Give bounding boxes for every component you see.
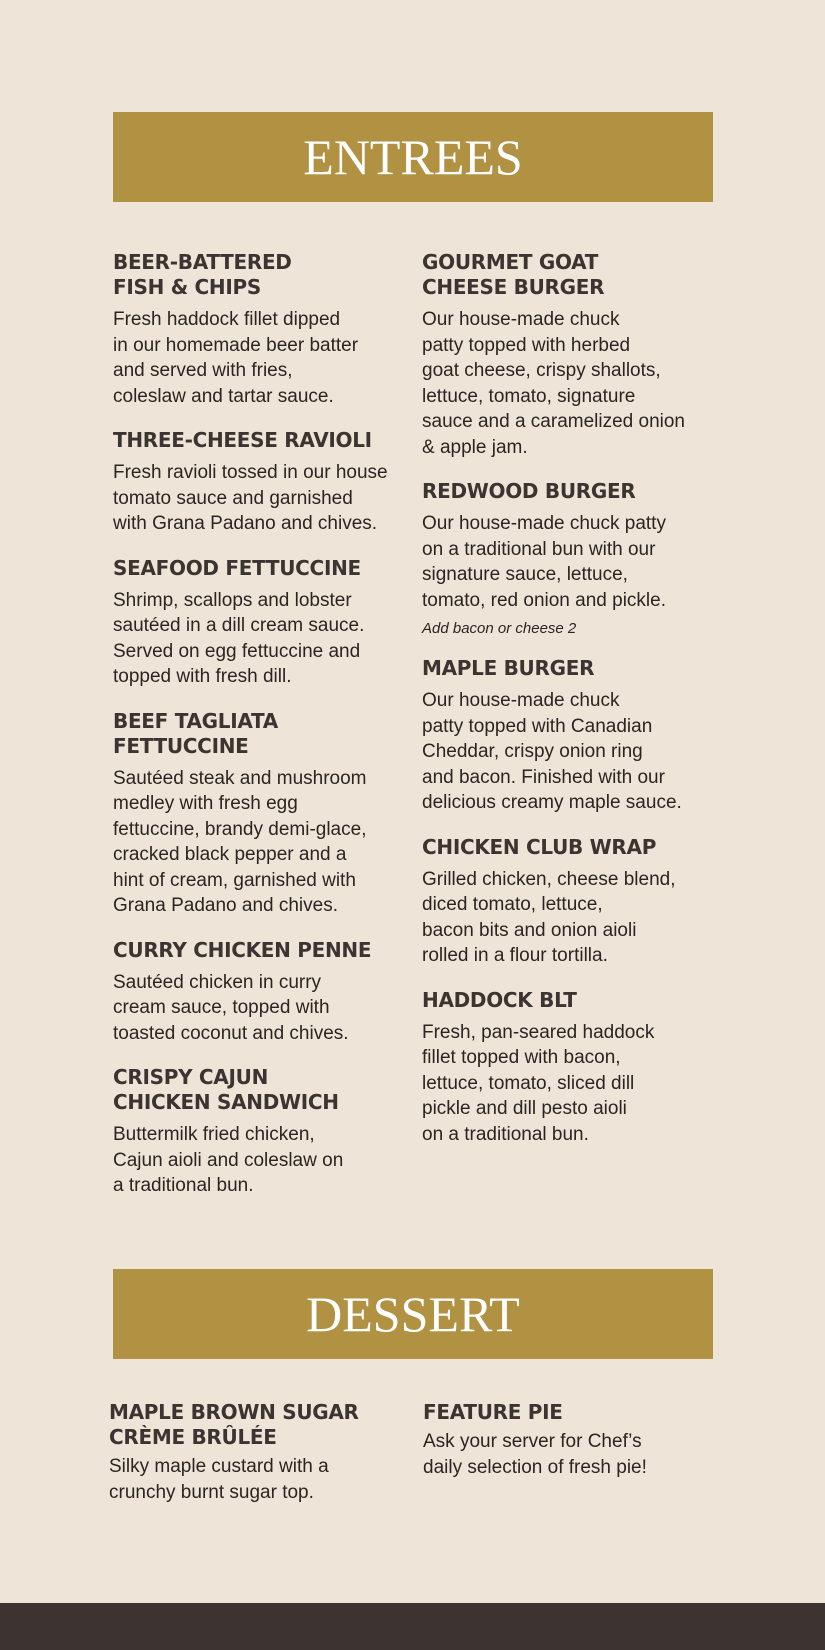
item-name: MAPLE BURGER: [422, 656, 595, 680]
footer-bar: [0, 1603, 825, 1650]
item-description: Fresh ravioli tossed in our house tomato sauce and garnished with Grana Padano and chives.: [113, 462, 388, 534]
entrees-right-column: [422, 250, 722, 1147]
item-name: CURRY CHICKEN PENNE: [113, 937, 372, 962]
dessert-banner: [113, 1269, 713, 1359]
menu-item: [422, 479, 722, 637]
dessert-heading: DESSERT: [306, 1286, 520, 1342]
item-description: Our house-made chuck patty topped with herbed goat cheese, crispy shallots, lettuce, tomato, signature sauce and a caramelized onion & apple jam.: [422, 309, 686, 458]
item-name: MAPLE BROWN SUGAR CRÈME BRÛLÉE: [109, 1400, 359, 1449]
dessert-left-column: [109, 1400, 409, 1505]
menu-item: [422, 835, 722, 969]
menu-item: [113, 428, 413, 537]
entrees-left-column: [113, 250, 413, 1199]
dessert-right-column: [423, 1400, 723, 1480]
item-description: Fresh haddock fillet dipped in our homemade beer batter and served with fries, coleslaw and tartar sauce.: [113, 309, 359, 407]
item-name: CRISPY CAJUN CHICKEN SANDWICH: [113, 1065, 339, 1114]
item-name: SEAFOOD FETTUCCINE: [113, 555, 361, 580]
item-description: Fresh, pan-seared haddock fillet topped with bacon, lettuce, tomato, sliced dill pickle and dill pesto aioli on a traditional bun.: [422, 1021, 655, 1145]
item-note: Add bacon or cheese 2: [422, 620, 577, 637]
menu-item: [113, 556, 413, 690]
menu-item: [113, 1065, 413, 1199]
item-name: REDWOOD BURGER: [422, 479, 636, 503]
item-description: Our house-made chuck patty topped with Canadian Cheddar, crispy onion ring and bacon. Finished with our delicious creamy maple sauce.: [422, 690, 682, 813]
item-description: Buttermilk fried chicken, Cajun aioli and coleslaw on a traditional bun.: [113, 1124, 344, 1196]
menu-item: [109, 1400, 409, 1505]
item-description: Silky maple custard with a crunchy burnt sugar top.: [109, 1456, 329, 1503]
item-name: BEEF TAGLIATA FETTUCCINE: [113, 708, 278, 758]
item-description: Sautéed chicken in curry cream sauce, topped with toasted coconut and chives.: [113, 971, 349, 1044]
item-description: Ask your server for Chef’s daily selection of fresh pie!: [423, 1431, 647, 1478]
menu-item: [422, 656, 722, 816]
menu-item: [113, 709, 413, 919]
item-name: CHICKEN CLUB WRAP: [422, 834, 657, 859]
menu-item: [422, 250, 722, 460]
item-name: FEATURE PIE: [423, 1400, 563, 1424]
item-description: Sautéed steak and mushroom medley with fresh egg fettuccine, brandy demi-glace, cracked black pepper and a hint of cream, garnished with Grana Padano and chives.: [113, 767, 367, 916]
item-description: Shrimp, scallops and lobster sautéed in a dill cream sauce. Served on egg fettuccine and topped with fresh dill.: [113, 589, 365, 687]
item-name: GOURMET GOAT CHEESE BURGER: [422, 250, 605, 299]
entrees-banner: [113, 112, 713, 202]
menu-item: [422, 988, 722, 1148]
menu-item: [113, 938, 413, 1047]
item-description: Our house-made chuck patty on a traditional bun with our signature sauce, lettuce, tomato, red onion and pickle.: [422, 513, 666, 611]
menu-item: [113, 250, 413, 409]
entrees-heading: ENTREES: [303, 129, 523, 185]
item-name: HADDOCK BLT: [422, 987, 577, 1012]
item-name: THREE-CHEESE RAVIOLI: [113, 428, 372, 452]
item-description: Grilled chicken, cheese blend, diced tomato, lettuce, bacon bits and onion aioli rolled in a flour tortilla.: [422, 868, 676, 966]
menu-item: [423, 1400, 723, 1480]
item-name: BEER-BATTERED FISH & CHIPS: [113, 250, 292, 299]
